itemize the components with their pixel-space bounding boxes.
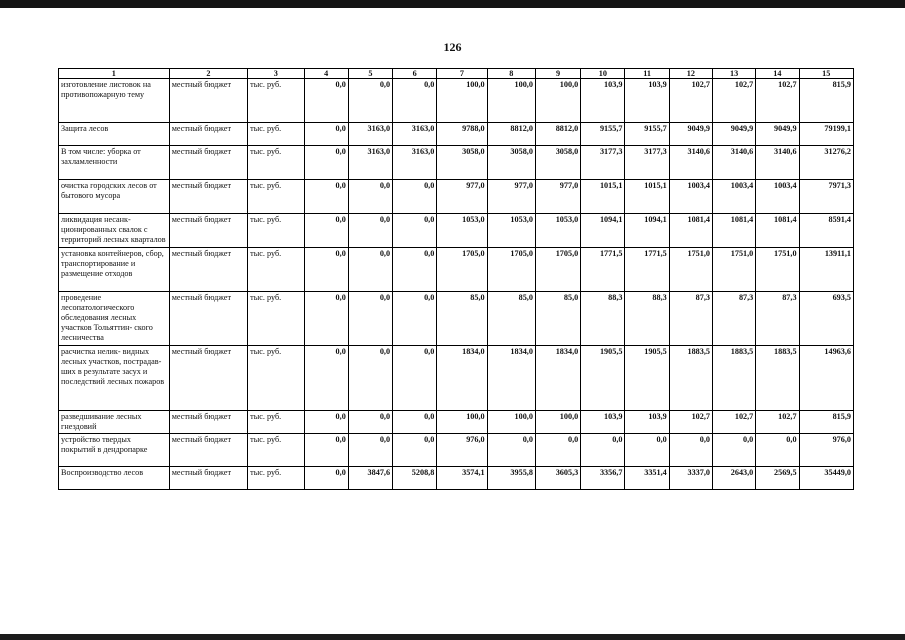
funding-source-cell: местный бюджет bbox=[169, 467, 247, 490]
value-cell: 1705,0 bbox=[535, 248, 580, 292]
value-cell: 0,0 bbox=[535, 434, 580, 467]
row-name-cell: установка контейнеров, сбор, транспортирование и размещение отходов bbox=[59, 248, 170, 292]
table-row bbox=[59, 123, 854, 146]
unit-cell: тыс. руб. bbox=[248, 467, 304, 490]
value-cell: 100,0 bbox=[437, 411, 487, 434]
value-cell: 3058,0 bbox=[487, 146, 535, 180]
value-cell: 9155,7 bbox=[581, 123, 625, 146]
value-cell: 9788,0 bbox=[437, 123, 487, 146]
value-cell: 1003,4 bbox=[669, 180, 712, 214]
value-cell: 0,0 bbox=[393, 214, 437, 248]
value-cell: 1094,1 bbox=[625, 214, 669, 248]
value-cell: 1053,0 bbox=[487, 214, 535, 248]
value-cell: 0,0 bbox=[393, 292, 437, 346]
value-cell: 3177,3 bbox=[625, 146, 669, 180]
value-cell: 9155,7 bbox=[625, 123, 669, 146]
value-cell: 0,0 bbox=[393, 180, 437, 214]
value-cell: 1905,5 bbox=[581, 346, 625, 411]
value-cell: 1771,5 bbox=[581, 248, 625, 292]
row-name-cell: очистка городских лесов от бытового мусора bbox=[59, 180, 170, 214]
unit-cell: тыс. руб. bbox=[248, 79, 304, 123]
value-cell: 977,0 bbox=[437, 180, 487, 214]
value-cell: 3955,8 bbox=[487, 467, 535, 490]
value-cell: 0,0 bbox=[348, 79, 392, 123]
value-cell: 0,0 bbox=[304, 292, 348, 346]
value-cell: 100,0 bbox=[535, 411, 580, 434]
value-cell: 0,0 bbox=[304, 434, 348, 467]
value-cell: 0,0 bbox=[487, 434, 535, 467]
table-row bbox=[59, 467, 854, 490]
value-cell: 0,0 bbox=[304, 123, 348, 146]
value-cell: 87,3 bbox=[713, 292, 756, 346]
table-row bbox=[59, 180, 854, 214]
value-cell: 1751,0 bbox=[713, 248, 756, 292]
value-cell: 0,0 bbox=[393, 411, 437, 434]
row-name-cell: Воспроизводство лесов bbox=[59, 467, 170, 490]
value-cell: 35449,0 bbox=[799, 467, 853, 490]
value-cell: 0,0 bbox=[393, 434, 437, 467]
unit-cell: тыс. руб. bbox=[248, 411, 304, 434]
value-cell: 1751,0 bbox=[756, 248, 799, 292]
column-header: 10 bbox=[581, 69, 625, 79]
value-cell: 1771,5 bbox=[625, 248, 669, 292]
value-cell: 815,9 bbox=[799, 411, 853, 434]
row-name-cell: проведение лесопатологического обследования лесных участков Тольяттин- ского лесничества bbox=[59, 292, 170, 346]
value-cell: 8812,0 bbox=[487, 123, 535, 146]
value-cell: 8812,0 bbox=[535, 123, 580, 146]
value-cell: 1081,4 bbox=[756, 214, 799, 248]
table-body bbox=[59, 79, 854, 490]
value-cell: 85,0 bbox=[487, 292, 535, 346]
value-cell: 13911,1 bbox=[799, 248, 853, 292]
value-cell: 0,0 bbox=[348, 346, 392, 411]
column-header: 11 bbox=[625, 69, 669, 79]
unit-cell: тыс. руб. bbox=[248, 248, 304, 292]
value-cell: 0,0 bbox=[348, 411, 392, 434]
row-name-cell: разведшивание лесных гнездовий bbox=[59, 411, 170, 434]
value-cell: 0,0 bbox=[348, 214, 392, 248]
value-cell: 1081,4 bbox=[669, 214, 712, 248]
value-cell: 102,7 bbox=[669, 79, 712, 123]
row-name-cell: В том числе: уборка от захламленности bbox=[59, 146, 170, 180]
value-cell: 7971,3 bbox=[799, 180, 853, 214]
funding-source-cell: местный бюджет bbox=[169, 180, 247, 214]
row-name-cell: Защита лесов bbox=[59, 123, 170, 146]
value-cell: 79199,1 bbox=[799, 123, 853, 146]
value-cell: 3356,7 bbox=[581, 467, 625, 490]
value-cell: 5208,8 bbox=[393, 467, 437, 490]
value-cell: 1081,4 bbox=[713, 214, 756, 248]
row-name-cell: ликвидация несанк- ционированных свалок с территорий лесных кварталов bbox=[59, 214, 170, 248]
page-number: 126 bbox=[443, 40, 462, 54]
value-cell: 0,0 bbox=[393, 79, 437, 123]
value-cell: 1883,5 bbox=[713, 346, 756, 411]
value-cell: 3574,1 bbox=[437, 467, 487, 490]
value-cell: 85,0 bbox=[437, 292, 487, 346]
column-header: 1 bbox=[59, 69, 170, 79]
column-header: 13 bbox=[713, 69, 756, 79]
value-cell: 100,0 bbox=[487, 411, 535, 434]
value-cell: 103,9 bbox=[581, 79, 625, 123]
column-header: 2 bbox=[169, 69, 247, 79]
budget-table bbox=[58, 68, 854, 490]
value-cell: 1705,0 bbox=[487, 248, 535, 292]
value-cell: 9049,9 bbox=[756, 123, 799, 146]
row-name-cell: расчистка нелик- видных лесных участков, пострадав- ших в результате засух и последствий лесных пожаров bbox=[59, 346, 170, 411]
value-cell: 31276,2 bbox=[799, 146, 853, 180]
value-cell: 3351,4 bbox=[625, 467, 669, 490]
scan-border-bottom bbox=[0, 634, 905, 640]
value-cell: 815,9 bbox=[799, 79, 853, 123]
funding-source-cell: местный бюджет bbox=[169, 434, 247, 467]
value-cell: 0,0 bbox=[304, 214, 348, 248]
value-cell: 0,0 bbox=[304, 180, 348, 214]
funding-source-cell: местный бюджет bbox=[169, 346, 247, 411]
value-cell: 3163,0 bbox=[348, 146, 392, 180]
value-cell: 1751,0 bbox=[669, 248, 712, 292]
value-cell: 3337,0 bbox=[669, 467, 712, 490]
column-header: 7 bbox=[437, 69, 487, 79]
value-cell: 102,7 bbox=[713, 79, 756, 123]
funding-source-cell: местный бюджет bbox=[169, 411, 247, 434]
table-row bbox=[59, 146, 854, 180]
table-row bbox=[59, 79, 854, 123]
value-cell: 3163,0 bbox=[393, 146, 437, 180]
unit-cell: тыс. руб. bbox=[248, 346, 304, 411]
column-header: 14 bbox=[756, 69, 799, 79]
value-cell: 1003,4 bbox=[713, 180, 756, 214]
value-cell: 102,7 bbox=[756, 411, 799, 434]
column-header: 5 bbox=[348, 69, 392, 79]
value-cell: 1905,5 bbox=[625, 346, 669, 411]
column-header: 12 bbox=[669, 69, 712, 79]
column-header: 4 bbox=[304, 69, 348, 79]
value-cell: 1003,4 bbox=[756, 180, 799, 214]
value-cell: 1883,5 bbox=[669, 346, 712, 411]
value-cell: 3058,0 bbox=[535, 146, 580, 180]
funding-source-cell: местный бюджет bbox=[169, 123, 247, 146]
value-cell: 102,7 bbox=[756, 79, 799, 123]
value-cell: 8591,4 bbox=[799, 214, 853, 248]
value-cell: 87,3 bbox=[756, 292, 799, 346]
column-header: 8 bbox=[487, 69, 535, 79]
value-cell: 3605,3 bbox=[535, 467, 580, 490]
value-cell: 103,9 bbox=[581, 411, 625, 434]
value-cell: 1883,5 bbox=[756, 346, 799, 411]
value-cell: 1834,0 bbox=[535, 346, 580, 411]
value-cell: 0,0 bbox=[756, 434, 799, 467]
unit-cell: тыс. руб. bbox=[248, 123, 304, 146]
value-cell: 2569,5 bbox=[756, 467, 799, 490]
value-cell: 1094,1 bbox=[581, 214, 625, 248]
table-row bbox=[59, 248, 854, 292]
value-cell: 103,9 bbox=[625, 411, 669, 434]
value-cell: 3163,0 bbox=[393, 123, 437, 146]
value-cell: 100,0 bbox=[535, 79, 580, 123]
value-cell: 977,0 bbox=[487, 180, 535, 214]
value-cell: 977,0 bbox=[535, 180, 580, 214]
scan-border-top bbox=[0, 0, 905, 8]
value-cell: 100,0 bbox=[487, 79, 535, 123]
unit-cell: тыс. руб. bbox=[248, 292, 304, 346]
value-cell: 1834,0 bbox=[437, 346, 487, 411]
value-cell: 0,0 bbox=[669, 434, 712, 467]
unit-cell: тыс. руб. bbox=[248, 180, 304, 214]
value-cell: 0,0 bbox=[393, 346, 437, 411]
value-cell: 3177,3 bbox=[581, 146, 625, 180]
funding-source-cell: местный бюджет bbox=[169, 248, 247, 292]
value-cell: 0,0 bbox=[304, 79, 348, 123]
value-cell: 102,7 bbox=[713, 411, 756, 434]
value-cell: 3140,6 bbox=[713, 146, 756, 180]
table-row bbox=[59, 214, 854, 248]
value-cell: 1053,0 bbox=[437, 214, 487, 248]
table-row bbox=[59, 411, 854, 434]
unit-cell: тыс. руб. bbox=[248, 434, 304, 467]
column-header: 9 bbox=[535, 69, 580, 79]
value-cell: 1705,0 bbox=[437, 248, 487, 292]
header-row bbox=[59, 69, 854, 79]
value-cell: 0,0 bbox=[393, 248, 437, 292]
value-cell: 976,0 bbox=[437, 434, 487, 467]
table-row bbox=[59, 346, 854, 411]
value-cell: 3163,0 bbox=[348, 123, 392, 146]
value-cell: 0,0 bbox=[348, 180, 392, 214]
value-cell: 9049,9 bbox=[713, 123, 756, 146]
value-cell: 3140,6 bbox=[669, 146, 712, 180]
value-cell: 3847,6 bbox=[348, 467, 392, 490]
value-cell: 0,0 bbox=[348, 434, 392, 467]
value-cell: 9049,9 bbox=[669, 123, 712, 146]
value-cell: 100,0 bbox=[437, 79, 487, 123]
table-row bbox=[59, 434, 854, 467]
value-cell: 102,7 bbox=[669, 411, 712, 434]
column-header: 3 bbox=[248, 69, 304, 79]
value-cell: 88,3 bbox=[625, 292, 669, 346]
value-cell: 0,0 bbox=[581, 434, 625, 467]
funding-source-cell: местный бюджет bbox=[169, 214, 247, 248]
value-cell: 0,0 bbox=[348, 292, 392, 346]
funding-source-cell: местный бюджет bbox=[169, 79, 247, 123]
value-cell: 0,0 bbox=[304, 467, 348, 490]
value-cell: 0,0 bbox=[625, 434, 669, 467]
value-cell: 0,0 bbox=[304, 146, 348, 180]
value-cell: 1834,0 bbox=[487, 346, 535, 411]
table-row bbox=[59, 292, 854, 346]
value-cell: 693,5 bbox=[799, 292, 853, 346]
unit-cell: тыс. руб. bbox=[248, 214, 304, 248]
value-cell: 3058,0 bbox=[437, 146, 487, 180]
column-header: 15 bbox=[799, 69, 853, 79]
value-cell: 1015,1 bbox=[581, 180, 625, 214]
value-cell: 3140,6 bbox=[756, 146, 799, 180]
unit-cell: тыс. руб. bbox=[248, 146, 304, 180]
value-cell: 103,9 bbox=[625, 79, 669, 123]
value-cell: 85,0 bbox=[535, 292, 580, 346]
value-cell: 88,3 bbox=[581, 292, 625, 346]
value-cell: 1053,0 bbox=[535, 214, 580, 248]
value-cell: 1015,1 bbox=[625, 180, 669, 214]
value-cell: 2643,0 bbox=[713, 467, 756, 490]
value-cell: 0,0 bbox=[304, 248, 348, 292]
value-cell: 0,0 bbox=[713, 434, 756, 467]
value-cell: 0,0 bbox=[304, 411, 348, 434]
value-cell: 0,0 bbox=[348, 248, 392, 292]
value-cell: 0,0 bbox=[304, 346, 348, 411]
value-cell: 14963,6 bbox=[799, 346, 853, 411]
column-header: 6 bbox=[393, 69, 437, 79]
funding-source-cell: местный бюджет bbox=[169, 292, 247, 346]
funding-source-cell: местный бюджет bbox=[169, 146, 247, 180]
value-cell: 976,0 bbox=[799, 434, 853, 467]
row-name-cell: устройство твердых покрытий в дендропарке bbox=[59, 434, 170, 467]
row-name-cell: изготовление листовок на противопожарную тему bbox=[59, 79, 170, 123]
value-cell: 87,3 bbox=[669, 292, 712, 346]
